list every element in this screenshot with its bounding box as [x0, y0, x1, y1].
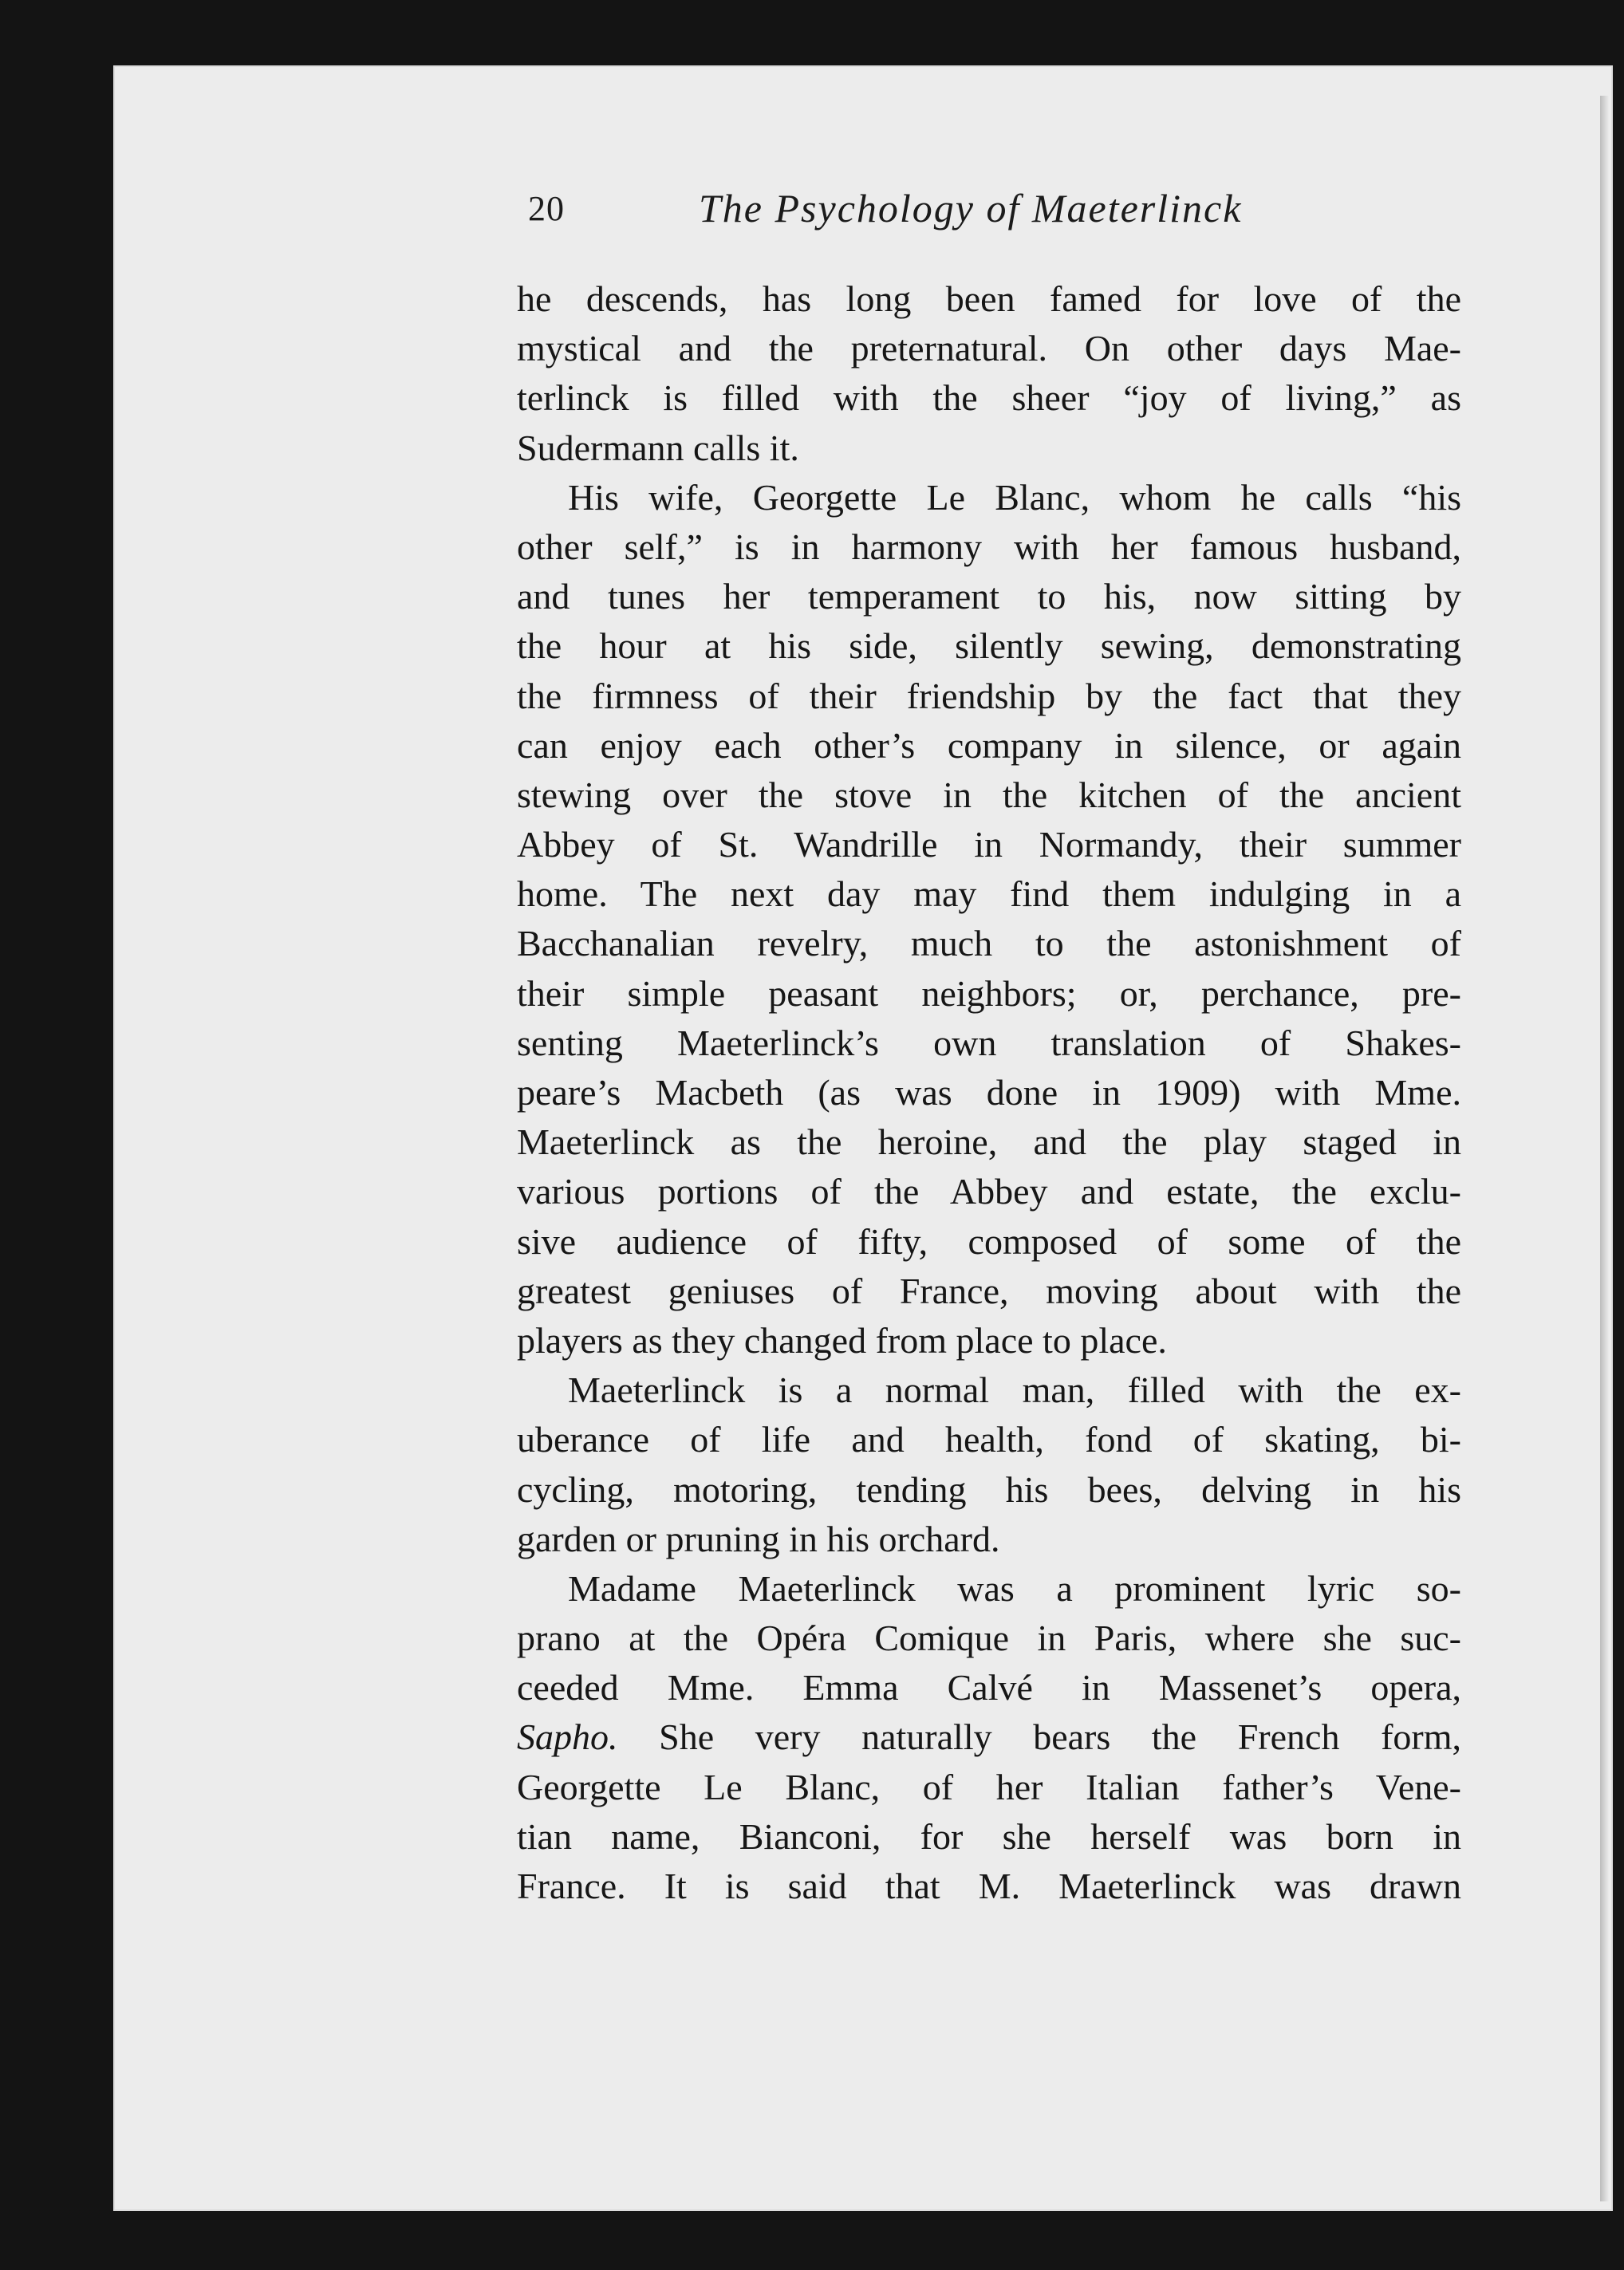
text-line: sive audience of fifty, composed of some of the	[517, 1220, 1461, 1262]
paragraph	[517, 274, 1461, 473]
text-line: cycling, motoring, tending his bees, delving in his	[517, 1468, 1461, 1510]
text-line: the firmness of their friendship by the fact that they	[517, 675, 1461, 716]
text-line: France. It is said that M. Maeterlinck was drawn	[517, 1866, 1461, 1906]
text-line: other self,” is in harmony with her famous husband,	[517, 526, 1461, 567]
text-line: home. The next day may find them indulging in a	[517, 873, 1461, 915]
text-line: Abbey of St. Wandrille in Normandy, their summer	[517, 824, 1461, 865]
text-line: greatest geniuses of France, moving about with the	[517, 1270, 1461, 1311]
text-line: Bacchanalian revelry, much to the astonishment of	[517, 923, 1461, 964]
book-title: The Psychology of Maeterlinck	[699, 186, 1243, 231]
text-line: Sapho. She very naturally bears the French form,	[517, 1716, 1461, 1758]
page-number: 20	[528, 189, 565, 228]
italic-title: Sapho.	[517, 1716, 618, 1758]
text-line: he descends, has long been famed for love of the	[517, 278, 1461, 319]
text-line: the hour at his side, silently sewing, demonstrating	[517, 625, 1461, 667]
text-line: Maeterlinck is a normal man, filled with the ex-	[568, 1369, 1461, 1411]
text-line: peare’s Macbeth (as was done in 1909) with Mme.	[517, 1072, 1461, 1113]
paragraph	[517, 1366, 1461, 1564]
text-line: and tunes her temperament to his, now sitting by	[517, 576, 1461, 617]
running-head	[528, 188, 1326, 236]
text-line: His wife, Georgette Le Blanc, whom he calls “his	[568, 476, 1461, 518]
text-line: terlinck is filled with the sheer “joy of living,” as	[517, 377, 1461, 419]
text-line: mystical and the preternatural. On other days Mae-	[517, 328, 1461, 369]
text-line: Georgette Le Blanc, of her Italian father’s Vene-	[517, 1766, 1461, 1807]
paragraph	[517, 473, 1461, 1366]
paragraph	[517, 1564, 1461, 1911]
text-line: prano at the Opéra Comique in Paris, where she suc-	[517, 1618, 1461, 1659]
text-line: Maeterlinck as the heroine, and the play staged in	[517, 1121, 1461, 1163]
text-line: senting Maeterlinck’s own translation of Shakes-	[517, 1022, 1461, 1063]
text-line: can enjoy each other’s company in silence, or again	[517, 724, 1461, 766]
text-line: players as they changed from place to place.	[517, 1319, 1167, 1361]
text-line: ceeded Mme. Emma Calvé in Massenet’s opera,	[517, 1667, 1461, 1708]
text-line: garden or pruning in his orchard.	[517, 1518, 1000, 1559]
text-line: various portions of the Abbey and estate, the exclu-	[517, 1171, 1461, 1212]
text-line: tian name, Bianconi, for she herself was born in	[517, 1815, 1461, 1857]
text-line: Madame Maeterlinck was a prominent lyric so-	[568, 1567, 1461, 1609]
text-line: Sudermann calls it.	[517, 427, 799, 468]
text-line: stewing over the stove in the kitchen of the ancient	[517, 774, 1461, 815]
text-line: their simple peasant neighbors; or, perchance, pre-	[517, 972, 1461, 1014]
body-text	[517, 274, 1461, 1911]
page-edge	[1600, 96, 1610, 2201]
text-line: uberance of life and health, fond of skating, bi-	[517, 1419, 1461, 1460]
